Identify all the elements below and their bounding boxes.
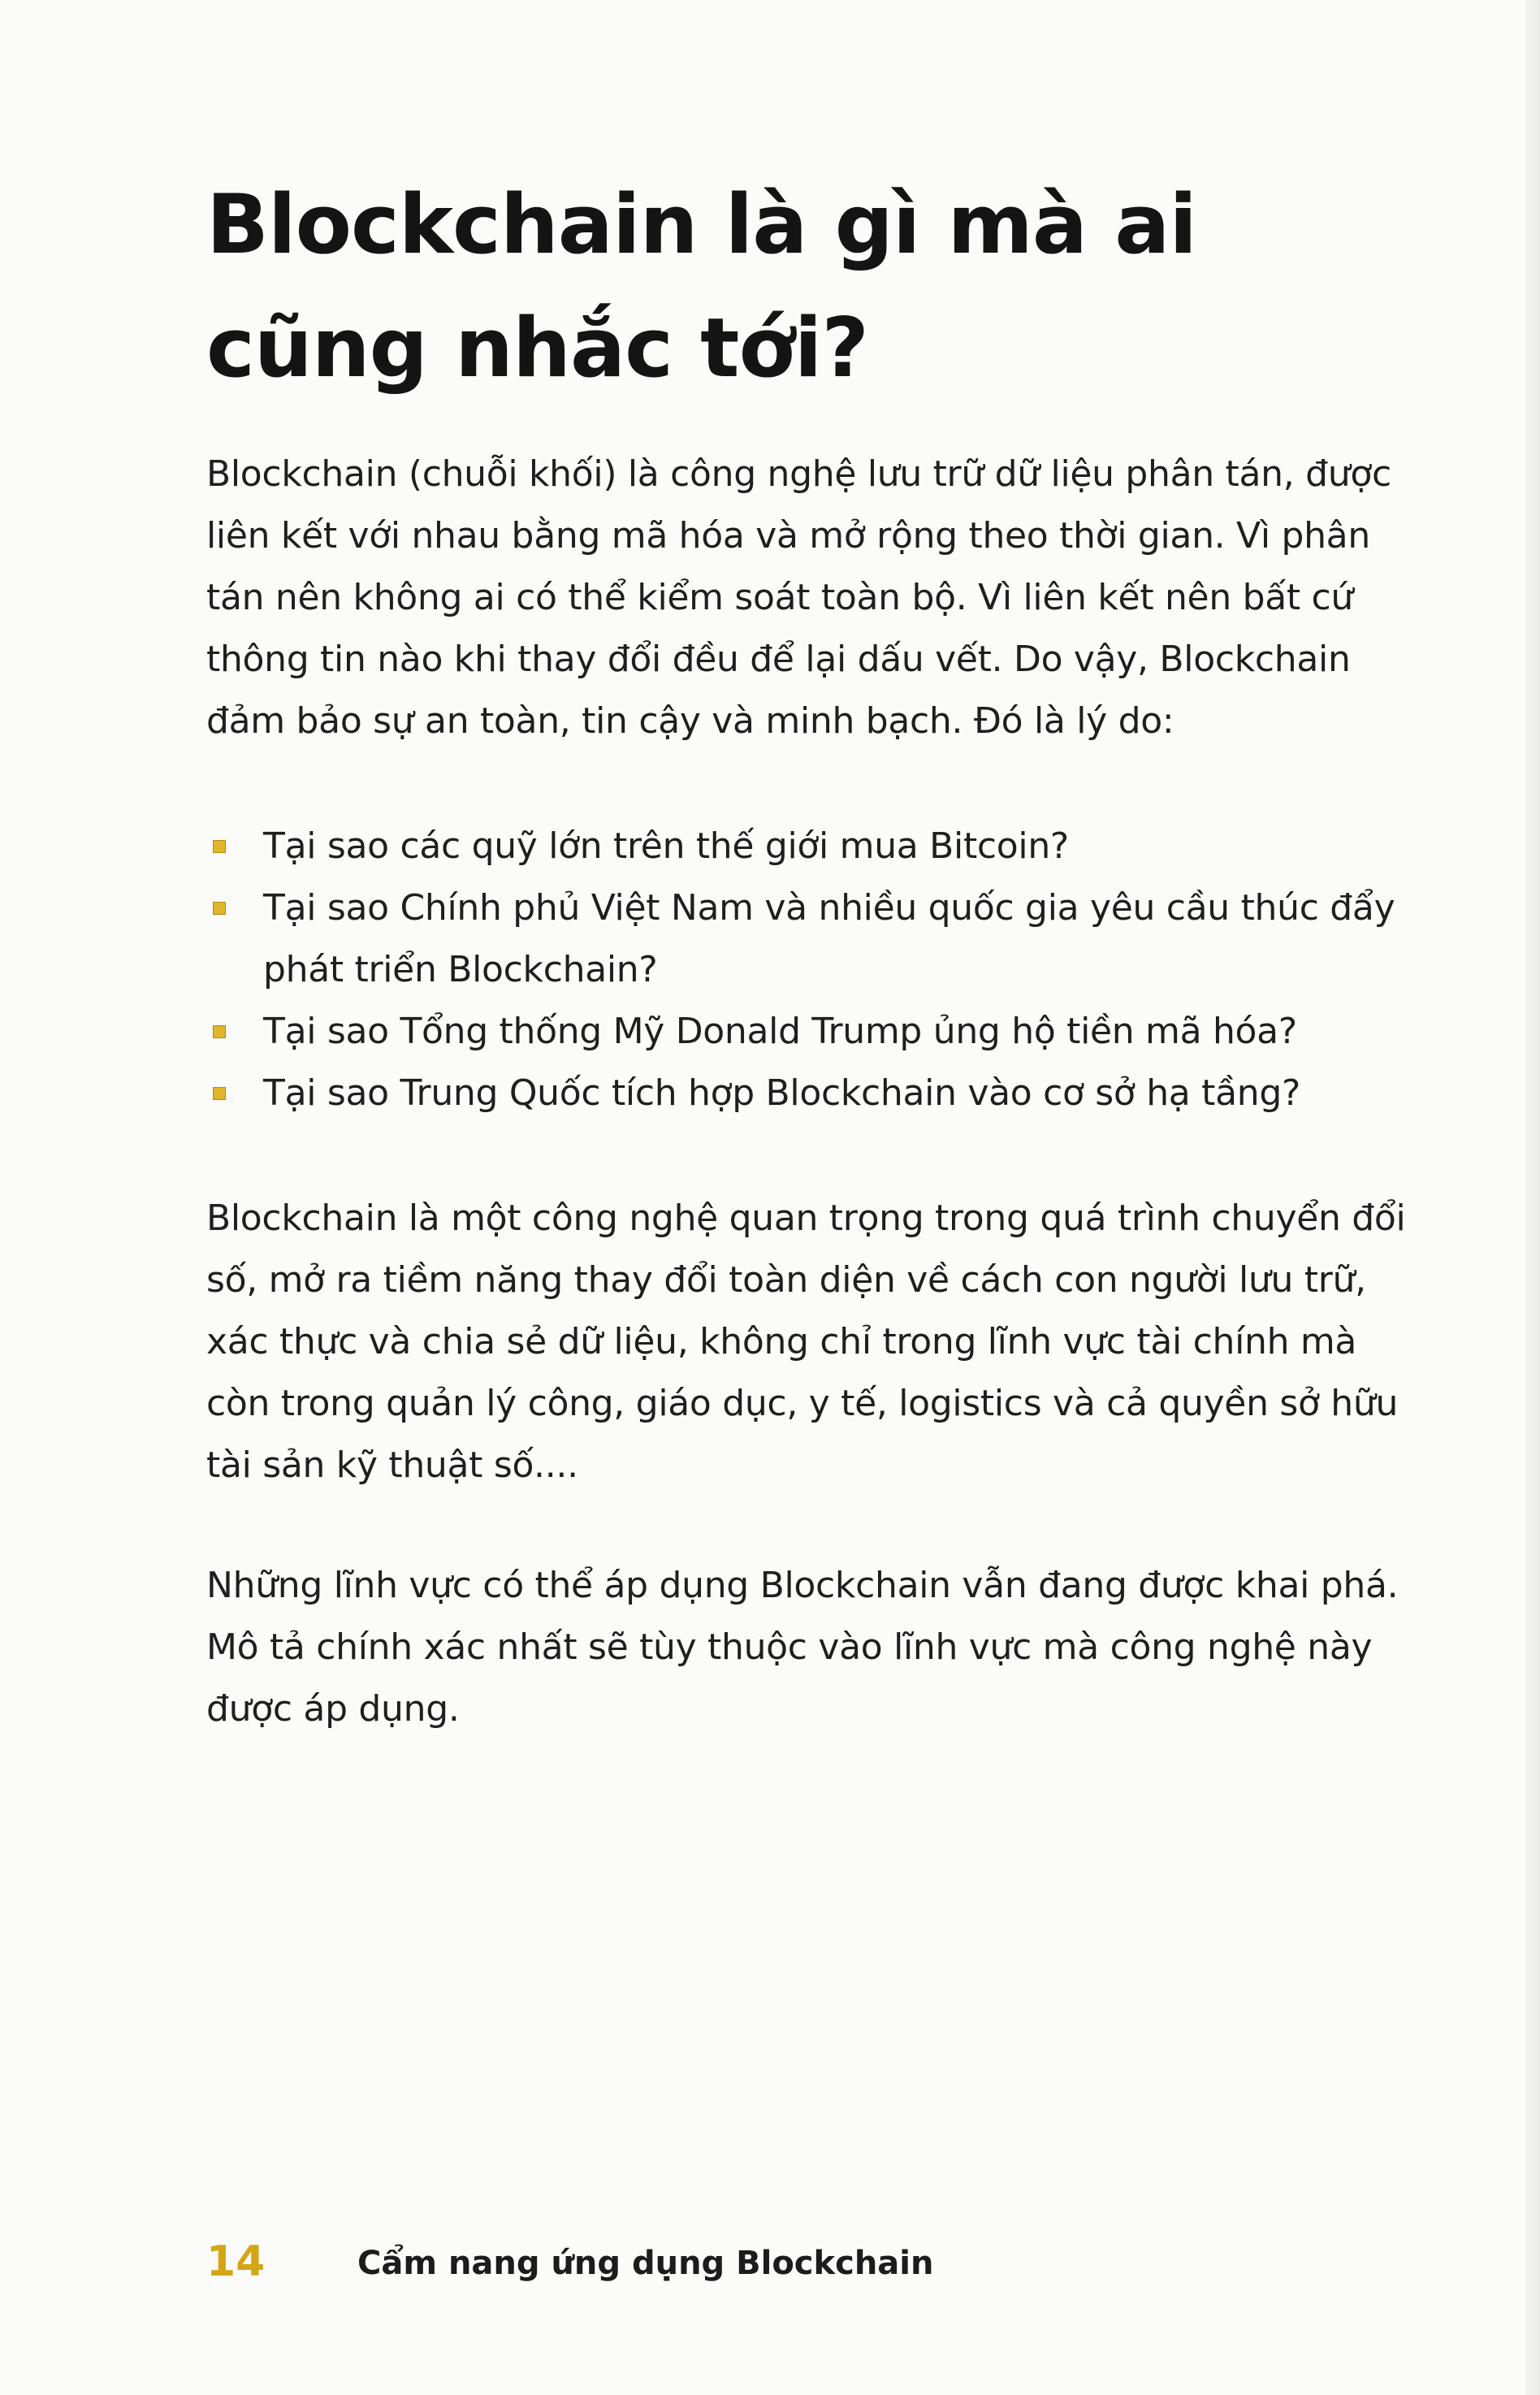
square-bullet-icon [213,1025,226,1038]
list-item [206,816,1425,877]
list-item-text: Tại sao Trung Quốc tích hợp Blockchain vào cơ sở hạ tầng? [263,1072,1301,1114]
square-bullet-icon [213,902,226,915]
page-title: Blockchain là gì mà ai cũng nhắc tới? [206,176,1196,396]
list-item-text: Tại sao Tổng thống Mỹ Donald Trump ủng hộ tiền mã hóa? [263,1011,1297,1052]
list-item [206,1001,1425,1063]
page-edge-shadow [1525,0,1540,2395]
digital-transformation-paragraph: Blockchain là một công nghệ quan trọng trong quá trình chuyển đổi số, mở ra tiềm năng thay đổi toàn diện về cách con người lưu trữ, xác thực và chia sẻ dữ liệu, không chỉ trong lĩnh vực tài chính mà còn trong quản lý công, giáo dục, y tế, logistics và cả quyền sở hữu tài sản kỹ thuật số.... [206,1198,1406,1486]
list-item-text: Tại sao Chính phủ Việt Nam và nhiều quốc gia yêu cầu thúc đẩy phát triển Blockchain? [263,887,1395,990]
running-footer-title: Cẩm nang ứng dụng Blockchain [357,2245,934,2282]
intro-paragraph: Blockchain (chuỗi khối) là công nghệ lưu trữ dữ liệu phân tán, được liên kết với nhau bằng mã hóa và mở rộng theo thời gian. Vì phân tán nên không ai có thể kiểm soát toàn bộ. Vì liên kết nên bất cứ thông tin nào khi thay đổi đều để lại dấu vết. Do vậy, Blockchain đảm bảo sự an toàn, tin cậy và minh bạch. Đó là lý do: [206,453,1391,742]
square-bullet-icon [213,1087,226,1100]
list-item [206,1063,1425,1124]
application-fields-paragraph: Những lĩnh vực có thể áp dụng Blockchain vẫn đang được khai phá. Mô tả chính xác nhất sẽ tùy thuộc vào lĩnh vực mà công nghệ này được áp dụng. [206,1565,1399,1730]
page-number: 14 [206,2237,266,2286]
list-item [206,877,1425,1001]
list-item-text: Tại sao các quỹ lớn trên thế giới mua Bitcoin? [263,825,1069,867]
reasons-list [206,816,1425,1124]
square-bullet-icon [213,840,226,853]
